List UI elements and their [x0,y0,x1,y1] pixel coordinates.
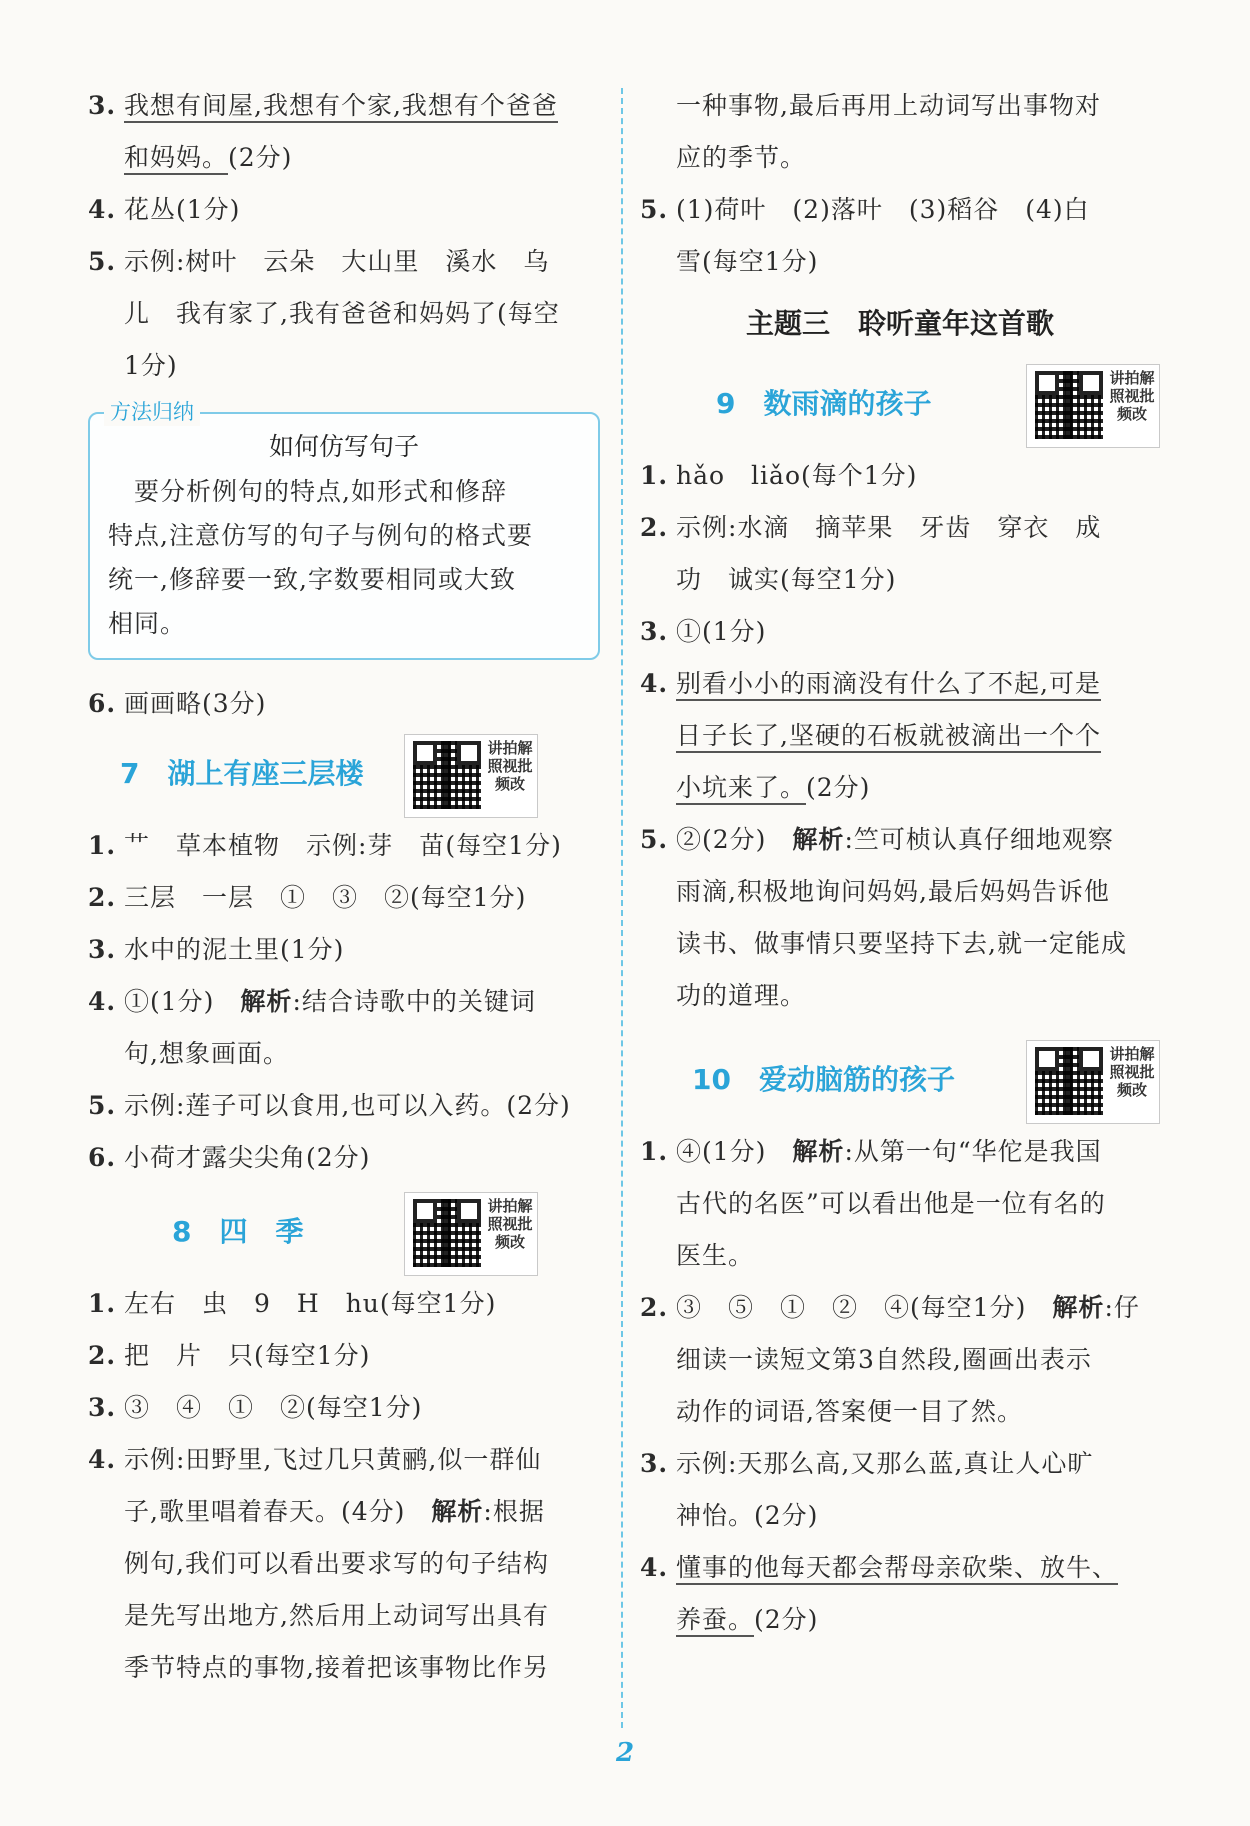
answer-line [640,1490,1160,1542]
answer-line [640,236,1160,288]
answer-text: 雪(每空1分) [676,247,819,276]
qr-code[interactable] [404,1192,538,1276]
question-number: 1. [88,831,117,860]
answer-line [640,1334,1160,1386]
answer-line [88,1132,600,1184]
section-8-answers [88,1278,600,1694]
column-divider [621,88,623,1728]
answer-text: 花丛(1分) [124,195,241,224]
method-title: 如何仿写句子 [268,432,419,461]
answer-line [640,1230,1160,1282]
qr-code[interactable] [1026,364,1160,448]
answer-line [640,1386,1160,1438]
answer-text: 儿 我有家了,我有爸爸和妈妈了(每空 [124,299,560,328]
answer-text: 季节特点的事物,接着把该事物比作另 [124,1653,549,1682]
method-line: 特点,注意仿写的句子与例句的格式要 [108,521,533,550]
answer-line [640,184,1160,236]
answer-text: 养蚕。 [676,1605,754,1637]
question-number: 2. [640,1293,669,1322]
answer-line [640,1594,1160,1646]
answer-text: ①(1分) [676,617,767,646]
answer-text: 是先写出地方,然后用上动词写出具有 [124,1601,549,1630]
analysis-label: 解析 [240,987,293,1016]
page-number: 2 [615,1738,635,1768]
answer-line [640,1178,1160,1230]
answer-line [88,1278,600,1330]
answer-line [88,1028,600,1080]
analysis-text: :竺可桢认真仔细地观察 [844,825,1114,854]
method-label: 方法归纳 [104,396,200,426]
answer-line [88,340,600,392]
answer-text: 示例:树叶 云朵 大山里 溪水 乌 [124,247,550,276]
answer-line [640,1542,1160,1594]
qr-code-icon [413,741,481,809]
answer-line [88,1538,600,1590]
answer-text: 艹 草本植物 示例:芽 苗(每空1分) [124,831,562,860]
answer-line [640,80,1160,132]
answer-line [640,658,1160,710]
answer-text: 一种事物,最后再用上动词写出事物对 [676,91,1101,120]
answer-text: 小坑来了。 [676,773,806,805]
right-column [640,80,1160,1646]
answer-text: ③ ④ ① ②(每空1分) [124,1393,423,1422]
qr-code[interactable] [1026,1040,1160,1124]
answer-line [88,236,600,288]
qr-code-icon [1035,371,1103,439]
section-title: 7 湖上有座三层楼 [120,757,364,790]
answer-line [88,1382,600,1434]
question-number: 6. [88,689,117,718]
question-number: 5. [640,825,669,854]
question-number: 6. [88,1143,117,1172]
qr-code[interactable] [404,734,538,818]
answer-line [640,762,1160,814]
answer-text: 雨滴,积极地询问妈妈,最后妈妈告诉他 [676,877,1110,906]
answer-text: 画画略(3分) [124,689,267,718]
answer-text: 示例:天那么高,又那么蓝,真让人心旷 [676,1449,1094,1478]
answer-line [640,606,1160,658]
answer-text: 左右 虫 9 H hu(每空1分) [124,1289,497,1318]
question-number: 1. [88,1289,117,1318]
answer-line [88,184,600,236]
answer-text: 示例:莲子可以食用,也可以入药。(2分) [124,1091,571,1120]
answer-text: 示例:水滴 摘苹果 牙齿 穿衣 成 [676,513,1102,542]
answer-line [88,1080,600,1132]
answer-line [88,1590,600,1642]
answer-text: ③ ⑤ ① ② ④(每空1分) [676,1293,1053,1322]
question-number: 3. [88,1393,117,1422]
answer-text: 读书、做事情只要坚持下去,就一定能成 [676,929,1127,958]
question-number: 5. [88,247,117,276]
qr-caption: 讲拍解照视批频改 [1109,369,1155,423]
answer-text: 细读一读短文第3自然段,圈画出表示 [676,1345,1092,1374]
answer-text: ②(2分) [676,825,793,854]
answer-text: 例句,我们可以看出要求写的句子结构 [124,1549,549,1578]
analysis-text: :仔 [1104,1293,1140,1322]
answer-line [640,710,1160,762]
answer-line [88,678,600,730]
answer-text: 应的季节。 [676,143,807,172]
answer-line [640,970,1160,1022]
question-number: 4. [88,987,117,1016]
score-note: (2分) [228,143,293,172]
answer-line [88,132,600,184]
answer-text: 神怡。(2分) [676,1501,819,1530]
answer-text: 1分) [124,351,178,380]
analysis-text: :从第一句“华佗是我国 [844,1137,1102,1166]
answer-line [640,450,1160,502]
question-number: 3. [640,617,669,646]
method-line: 统一,修辞要一致,字数要相同或大致 [108,565,516,594]
answer-text: 把 片 只(每空1分) [124,1341,371,1370]
question-number: 4. [640,669,669,698]
qr-caption: 讲拍解照视批频改 [487,739,533,793]
answer-line [88,1642,600,1694]
answer-text: (1)荷叶 (2)落叶 (3)稻谷 (4)白 [676,195,1090,224]
question-number: 3. [640,1449,669,1478]
section-8-heading [88,1188,600,1278]
qr-code-icon [413,1199,481,1267]
answer-line [640,1282,1160,1334]
answer-text: 示例:田野里,飞过几只黄鹂,似一群仙 [124,1445,542,1474]
question-number: 4. [640,1553,669,1582]
section-title: 10 爱动脑筋的孩子 [692,1063,955,1096]
question-number: 1. [640,461,669,490]
answer-text: 子,歌里唱着春天。(4分) [124,1497,432,1526]
answer-text: 我想有间屋,我想有个家,我想有个爸爸 [124,91,558,123]
qr-caption: 讲拍解照视批频改 [1109,1045,1155,1099]
question-number: 4. [88,1445,117,1474]
answer-text: 和妈妈。 [124,143,228,175]
analysis-text: :结合诗歌中的关键词 [292,987,536,1016]
answer-text: ④(1分) [676,1137,793,1166]
answer-line [640,554,1160,606]
method-line: 要分析例句的特点,如形式和修辞 [108,477,507,506]
question-number: 3. [88,935,117,964]
section-9-heading [640,360,1160,450]
analysis-label: 解析 [792,825,845,854]
answer-text: 功 诚实(每空1分) [676,565,897,594]
left-pre-block [88,80,600,392]
answer-line [640,1126,1160,1178]
answer-text: 古代的名医”可以看出他是一位有名的 [676,1189,1106,1218]
answer-line [88,820,600,872]
question-number: 2. [88,883,117,912]
answer-text: 水中的泥土里(1分) [124,935,345,964]
answer-line [640,814,1160,866]
answer-line [88,976,600,1028]
answer-line [88,288,600,340]
qr-code-icon [1035,1047,1103,1115]
answer-line [88,924,600,976]
right-pre-block [640,80,1160,288]
left-after-method [88,678,600,730]
answer-line [88,1434,600,1486]
section-title: 9 数雨滴的孩子 [716,387,932,420]
theme-title: 主题三 聆听童年这首歌 [745,307,1054,340]
qr-caption: 讲拍解照视批频改 [487,1197,533,1251]
answer-line [640,918,1160,970]
question-number: 5. [88,1091,117,1120]
answer-text: hǎo liǎo(每个1分) [676,461,918,490]
question-number: 2. [88,1341,117,1370]
question-number: 2. [640,513,669,542]
answer-text: ①(1分) [124,987,241,1016]
analysis-text: :根据 [483,1497,545,1526]
answer-line [640,502,1160,554]
answer-text: 别看小小的雨滴没有什么了不起,可是 [676,669,1101,701]
question-number: 3. [88,91,117,120]
method-summary-box [88,400,600,660]
section-9-answers [640,450,1160,1022]
score-note: (2分) [806,773,871,802]
score-note: (2分) [754,1605,819,1634]
answer-text: 句,想象画面。 [124,1039,289,1068]
analysis-label: 解析 [1052,1293,1105,1322]
answer-text: 小荷才露尖尖角(2分) [124,1143,371,1172]
answer-text: 医生。 [676,1241,755,1270]
answer-text: 懂事的他每天都会帮母亲砍柴、放牛、 [676,1553,1118,1585]
section-7-heading [88,730,600,820]
answer-line [88,1486,600,1538]
analysis-label: 解析 [792,1137,845,1166]
section-title: 8 四 季 [172,1215,304,1248]
method-line: 相同。 [108,609,187,638]
left-column [88,80,600,1694]
section-10-heading [640,1036,1160,1126]
answer-line [88,80,600,132]
answer-text: 日子长了,坚硬的石板就被滴出一个个 [676,721,1101,753]
answer-line [640,866,1160,918]
question-number: 5. [640,195,669,224]
analysis-label: 解析 [431,1497,484,1526]
answer-line [640,1438,1160,1490]
answer-line [88,872,600,924]
answer-line [88,1330,600,1382]
section-7-answers [88,820,600,1184]
answer-line [640,132,1160,184]
answer-text: 三层 一层 ① ③ ②(每空1分) [124,883,527,912]
answer-text: 动作的词语,答案便一目了然。 [676,1397,1023,1426]
section-10-answers [640,1126,1160,1646]
question-number: 1. [640,1137,669,1166]
answer-text: 功的道理。 [676,981,807,1010]
question-number: 4. [88,195,117,224]
